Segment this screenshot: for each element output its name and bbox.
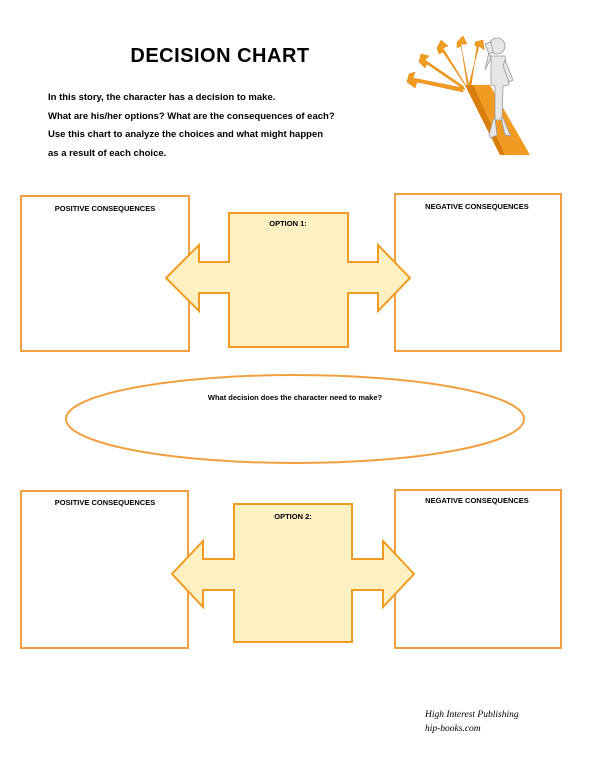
decision-ellipse[interactable] xyxy=(66,375,524,463)
negative-box-2[interactable] xyxy=(395,490,561,648)
positive-box-2[interactable] xyxy=(21,491,188,648)
option-1-cross-arrow[interactable] xyxy=(166,213,410,347)
publisher-website[interactable]: hip-books.com xyxy=(425,724,481,734)
negative-label-1: NEGATIVE CONSEQUENCES xyxy=(425,202,529,211)
intro-line-4: as a result of each choice. xyxy=(48,147,167,159)
intro-line-2: What are his/her options? What are the consequences of each? xyxy=(48,110,335,122)
positive-label-1: POSITIVE CONSEQUENCES xyxy=(54,204,156,213)
publisher-name: High Interest Publishing xyxy=(425,710,519,720)
option-2-cross-arrow[interactable] xyxy=(172,504,414,642)
negative-box-1[interactable] xyxy=(395,194,561,351)
page-title: DECISION CHART xyxy=(130,45,310,67)
intro-line-3: Use this chart to analyze the choices and what might happen xyxy=(48,129,324,140)
positive-box-1[interactable] xyxy=(21,196,189,351)
intro-line-1: In this story, the character has a decision to make. xyxy=(48,92,276,103)
footer xyxy=(425,708,519,736)
option-1-label: OPTION 1: xyxy=(269,219,307,228)
negative-label-2: NEGATIVE CONSEQUENCES xyxy=(425,496,529,505)
option-2-label: OPTION 2: xyxy=(274,512,312,521)
positive-label-2: POSITIVE CONSEQUENCES xyxy=(54,498,156,507)
decision-question: What decision does the character need to make? xyxy=(207,393,383,402)
